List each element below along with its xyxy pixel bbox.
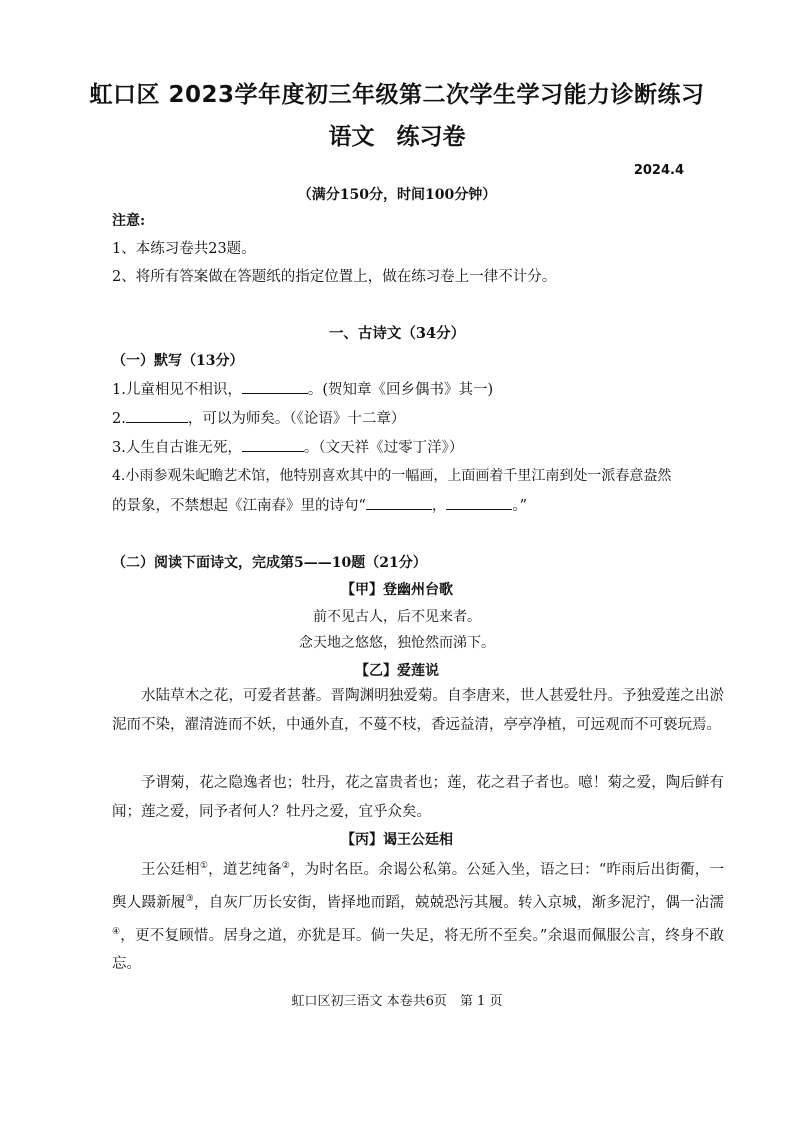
notice-heading: 注意:: [112, 213, 146, 229]
part2-heading: （二）阅读下面诗文，完成第5——10题（21分）: [112, 555, 427, 571]
question-1: [112, 378, 493, 399]
notice-item-1: 1、本练习卷共23题。: [112, 241, 256, 257]
exam-title: 虹口区 2023学年度初三年级第二次学生学习能力诊断练习: [89, 82, 705, 108]
question-4-end: 。”: [512, 498, 528, 514]
question-2-prefix: 2.: [112, 411, 126, 427]
question-3-text: 3.人生自古谁无死，: [112, 440, 242, 456]
footnote-marker: ②: [281, 861, 290, 871]
answer-blank: [366, 508, 432, 510]
bing-text: 王公廷相: [141, 861, 200, 878]
question-4-text: 的景象，不禁想起《江南春》里的诗句“: [112, 498, 366, 514]
exam-subtitle: [0, 118, 794, 151]
footnote-marker: ③: [185, 893, 194, 904]
question-4-line1: 4.小雨参观朱屺瞻艺术馆，他特别喜欢其中的一幅画，上面画着千里江南到处一派春意盎然: [112, 468, 672, 484]
essay-bing-title: 【丙】谒王公廷相: [341, 832, 453, 848]
bing-text: ，自灰厂历长安街，皆择地而蹈，兢兢恐污其履。转入京城，渐多泥泞，偶一沾濡: [193, 894, 725, 911]
section-heading: 一、古诗文（34分）: [328, 325, 466, 342]
question-4-comma: ，: [431, 498, 447, 514]
question-2: [112, 407, 405, 428]
exam-date: 2024.4: [633, 163, 684, 178]
footnote-marker: ④: [112, 926, 121, 937]
answer-blank: [242, 392, 308, 394]
notice-item-2: 2、将所有答案做在答题纸的指定位置上，做在练习卷上一律不计分。: [112, 269, 557, 285]
question-3: [112, 436, 463, 457]
subject-label: 语文: [328, 124, 375, 150]
essay-yi-title: 【乙】爱莲说: [355, 663, 439, 679]
question-3-tail: 。（文天祥《过零丁洋》）: [303, 440, 464, 456]
answer-blank: [126, 421, 188, 423]
essay-bing-paragraph: [112, 852, 724, 979]
paper-type-label: 练习卷: [396, 124, 466, 150]
bing-text: ，为时名臣。余谒公私第。公延入坐，语之曰：“昨雨后出街衢，一舆人蹑新履: [112, 861, 724, 911]
question-1-text: 1.儿童相见不相识，: [112, 382, 242, 398]
poem-jia-line-1: 前不见古人，后不见来者。: [313, 609, 481, 625]
poem-jia-title: 【甲】登幽州台歌: [341, 582, 453, 598]
answer-blank: [446, 508, 512, 510]
footnote-marker: ①: [199, 861, 209, 871]
bing-text: ，道艺纯备: [208, 861, 282, 878]
question-1-tail: 。(贺知章《回乡偶书》其一): [307, 382, 494, 398]
part1-heading: （一）默写（13分）: [112, 353, 244, 369]
bing-text: ，更不复顾惜。居身之道，亦犹是耳。倘一失足，将无所不至矣。”余退而佩服公言，终身不敢忘。: [112, 927, 724, 973]
question-2-tail: ，可以为师矣。（《论语》十二章）: [187, 411, 406, 427]
essay-yi-paragraph-1: 水陆草木之花，可爱者甚蕃。晋陶渊明独爱菊。自李唐来，世人甚爱牡丹。予独爱莲之出淤泥而不染，濯清涟而不妖，中通外直，不蔓不枝，香远益清，亭亭净植，可远观而不可亵玩焉。: [112, 688, 724, 733]
score-time-info: （满分150分，时间100分钟）: [297, 187, 497, 203]
poem-jia-line-2: 念天地之悠悠，独怆然而涕下。: [299, 635, 495, 651]
page-footer: 虹口区初三语文 本卷共6页 第 1 页: [291, 994, 503, 1009]
question-4-line2: [112, 494, 527, 515]
answer-blank: [242, 450, 304, 452]
essay-yi-paragraph-2: 予谓菊，花之隐逸者也；牡丹，花之富贵者也；莲，花之君子者也。噫！菊之爱，陶后鲜有闻；莲之爱，同予者何人？牡丹之爱，宜乎众矣。: [112, 775, 724, 820]
